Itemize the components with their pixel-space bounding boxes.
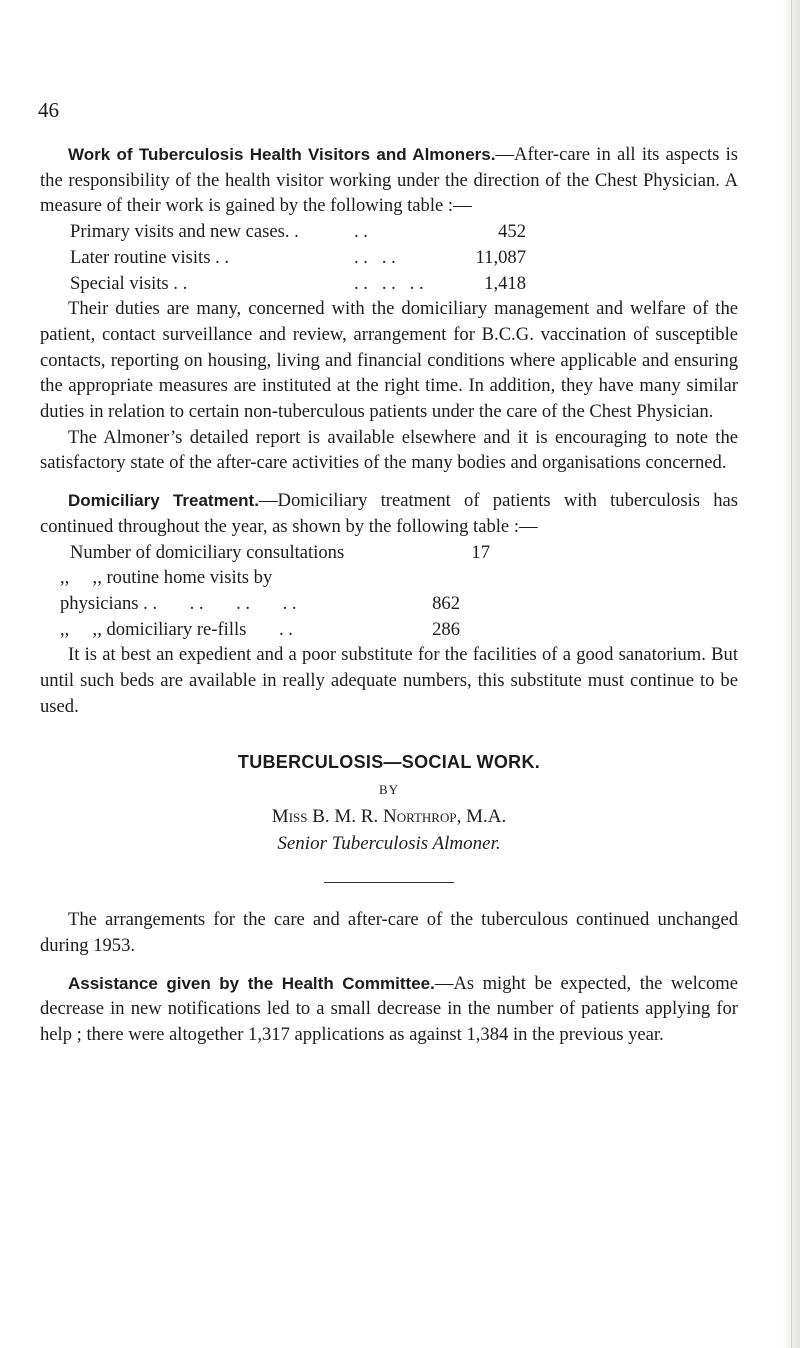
row-value: 452: [498, 221, 526, 243]
paragraph-duties: Their duties are many, concerned with the domiciliary management and welfare of the patient, contact surveillance and review, arrangement for B.C.G. vaccination of susceptible contacts, reporting on housing, living and financial conditions where applicable and ensuring the appropriate measures are instituted at the right time. In addition, they have many similar duties in relation to certain non-tuberculous patients under the care of the Chest Physician.: [40, 298, 738, 423]
table-row: [40, 565, 738, 591]
table-row: [40, 219, 738, 245]
author-name: Miss B. M. R. Northrop, M.A.: [271, 805, 507, 827]
row-label: ,, ,, routine home visits by: [60, 567, 273, 589]
section-heading-domiciliary: Domiciliary Treatment.: [68, 491, 259, 511]
table-row: [40, 617, 738, 643]
assistance-text: —As might be expected, the welcome decrease in new notifications led to a small decrease in the number of patients applying for help ; there were altogether 1,317 applications as against 1,384 in the previous year.: [40, 972, 739, 1046]
divider-rule: [324, 882, 454, 883]
row-value: 17: [471, 541, 490, 563]
row-leader: . . . .: [340, 246, 396, 268]
row-label: physicians . . . . . . . .: [60, 592, 297, 614]
row-value: 286: [432, 618, 460, 640]
section-heading-assistance: Assistance given by the Health Committee.: [68, 973, 435, 993]
table-row: [40, 591, 738, 617]
intro-text: —Domiciliary treatment of patients with tuberculosis has continued throughout the year, as shown by the following table :—: [40, 490, 739, 537]
section-domiciliary-intro: [40, 488, 738, 539]
section-health-visitors-intro: [40, 142, 738, 219]
row-label: Special visits . .: [70, 272, 188, 294]
table-row: [40, 271, 738, 297]
paragraph-arrangements: The arrangements for the care and after-care of the tuberculous continued unchanged during 1953.: [40, 909, 738, 956]
byline-by: BY: [378, 782, 400, 798]
row-label: Number of domiciliary consultations: [70, 541, 345, 563]
domiciliary-table: [40, 540, 738, 643]
row-value: 11,087: [475, 246, 526, 268]
page-body: [40, 142, 738, 1048]
row-value: 862: [432, 592, 460, 614]
row-label: Later routine visits . .: [70, 246, 230, 268]
author-role: Senior Tuberculosis Almoner.: [277, 832, 501, 854]
paragraph-expedient: It is at best an expedient and a poor substitute for the facilities of a good sanatorium. But until such beds are available in really adequate numbers, this substitute must continue to be used.: [40, 644, 738, 717]
row-value: 1,418: [484, 272, 526, 294]
section-heading-social-work: TUBERCULOSIS—SOCIAL WORK.: [237, 752, 541, 773]
visits-table: [40, 219, 738, 296]
page-number: 46: [38, 98, 59, 122]
page-edge-line: [791, 0, 792, 1348]
section-assistance-intro: [40, 971, 738, 1048]
intro-text: —After-care in all its aspects is the responsibility of the health visitor working under the direction of the Chest Physician. A measure of their work is gained by the following table :—: [40, 144, 738, 217]
table-row: [40, 245, 738, 271]
row-label: ,, ,, domiciliary re-fills . .: [60, 618, 293, 640]
row-label: Primary visits and new cases. .: [70, 221, 299, 243]
row-leader: . .: [340, 221, 368, 243]
table-row: [40, 540, 738, 566]
paragraph-almoner-report: The Almoner’s detailed report is available elsewhere and it is encouraging to note the satisfactory state of the after-care activities of the many bodies and organisations concerned.: [40, 426, 738, 474]
section-heading-health-visitors: Work of Tuberculosis Health Visitors and Almoners.: [68, 145, 496, 164]
row-leader: . . . . . .: [340, 272, 424, 294]
